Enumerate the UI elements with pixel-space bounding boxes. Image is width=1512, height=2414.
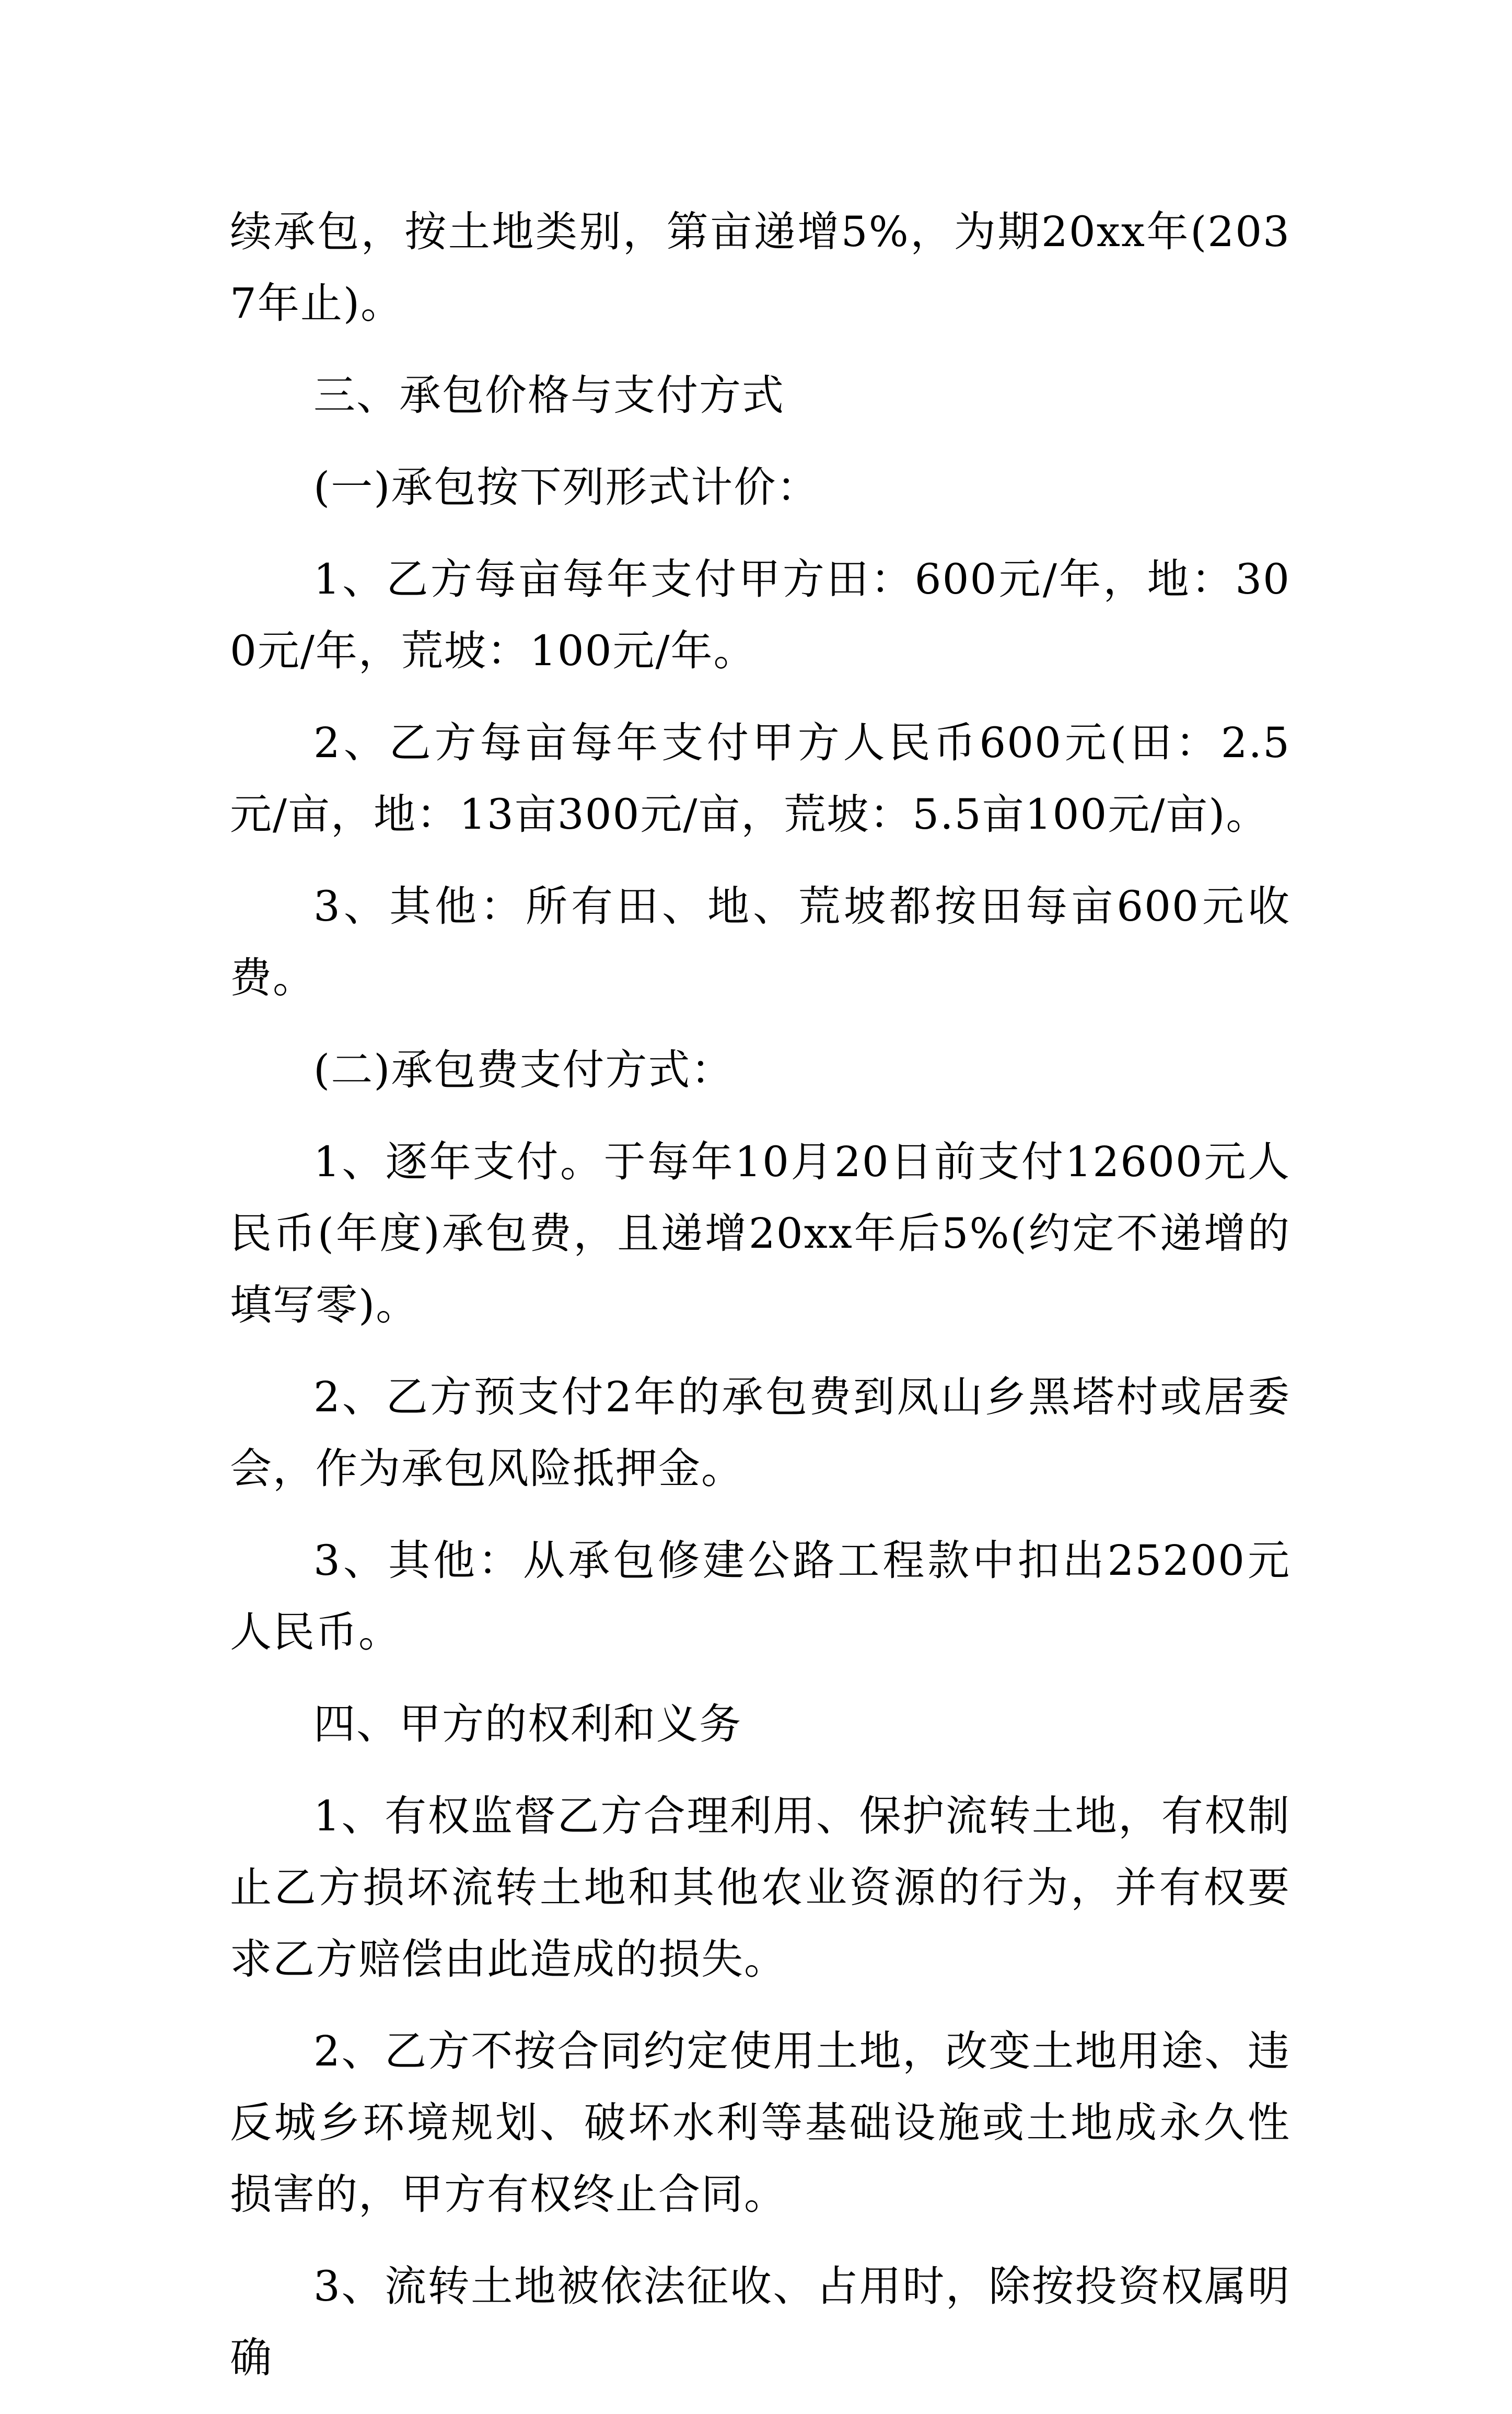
- subsection-payment-method: (二)承包费支付方式：: [313, 1046, 734, 1094]
- paragraph-pricing-item-3: 3、其他：所有田、地、荒坡都按田每亩600元收费。: [230, 882, 1290, 1002]
- paragraph-rights-item-2: 2、乙方不按合同约定使用土地，改变土地用途、违反城乡环境规划、破坏水利等基础设施或土地成永久性损害的，甲方有权终止合同。: [230, 2027, 1290, 2219]
- paragraph-payment-item-2: 2、乙方预支付2年的承包费到凤山乡黑塔村或居委会，作为承包风险抵押金。: [230, 1373, 1290, 1493]
- paragraph-pricing-item-1: 1、乙方每亩每年支付甲方田：600元/年，地：300元/年，荒坡：100元/年。: [230, 555, 1290, 675]
- section-heading-price-payment: 三、承包价格与支付方式: [313, 371, 785, 420]
- paragraph-pricing-item-2: 2、乙方每亩每年支付甲方人民币600元(田：2.5元/亩，地：13亩300元/亩，荒坡：5.5亩100元/亩)。: [230, 718, 1290, 839]
- section-heading-party-a-rights: 四、甲方的权利和义务: [313, 1700, 742, 1748]
- paragraph-continuation: 续承包，按土地类别，第亩递增5%，为期20xx年(2037年止)。: [230, 207, 1290, 328]
- subsection-pricing: (一)承包按下列形式计价：: [313, 463, 820, 512]
- paragraph-rights-item-1: 1、有权监督乙方合理利用、保护流转土地，有权制止乙方损坏流转土地和其他农业资源的行为，并有权要求乙方赔偿由此造成的损失。: [230, 1792, 1290, 1983]
- document-page: [230, 196, 1290, 2414]
- paragraph-payment-item-1: 1、逐年支付。于每年10月20日前支付12600元人民币(年度)承包费，且递增20xx年后5%(约定不递增的填写零)。: [230, 1138, 1290, 1329]
- paragraph-payment-item-3: 3、其他：从承包修建公路工程款中扣出25200元人民币。: [230, 1536, 1290, 1656]
- paragraph-rights-item-3: 3、流转土地被依法征收、占用时，除按投资权属明确: [230, 2262, 1290, 2382]
